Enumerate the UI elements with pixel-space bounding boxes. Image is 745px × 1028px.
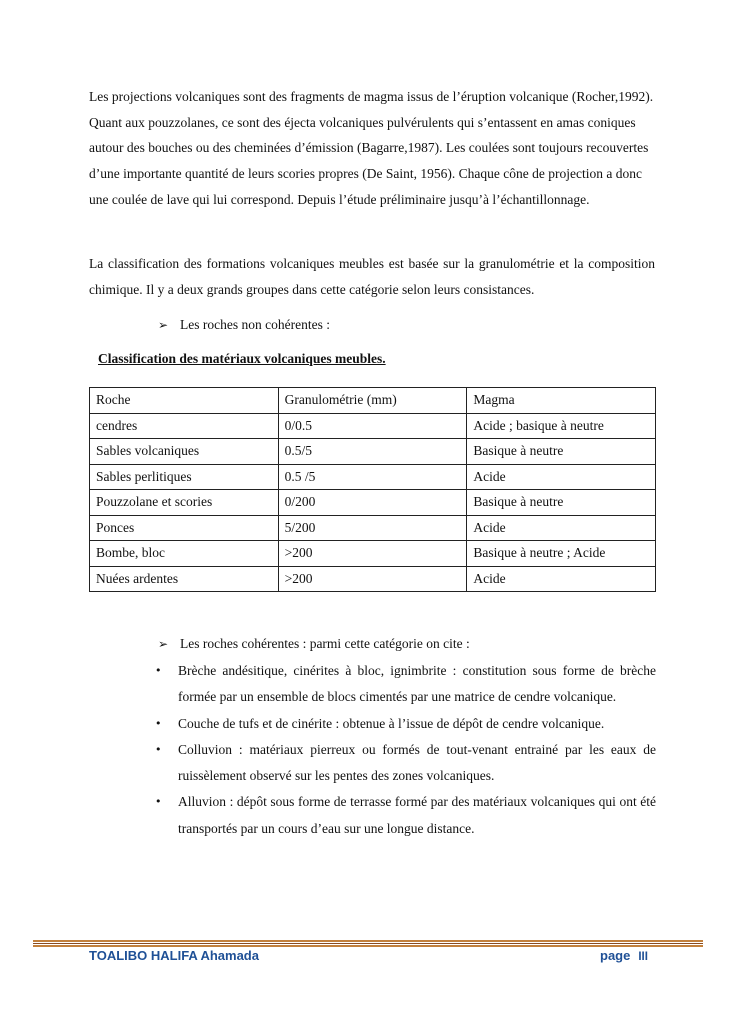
table-cell: 0/200 — [278, 490, 467, 516]
section-coherent-label: Les roches cohérentes : parmi cette catégorie on cite : — [180, 636, 470, 651]
table-cell: Pouzzolane et scories — [90, 490, 279, 516]
classification-paragraph: La classification des formations volcaniques meubles est basée sur la granulométrie et la composition chimique. Il y a deux grands groupes dans cette catégorie selon leurs consistances. — [89, 256, 655, 297]
bullet-dot-icon: • — [155, 664, 162, 677]
footer-page-number — [600, 948, 648, 963]
section-non-coherent — [158, 314, 330, 336]
list-item — [155, 711, 656, 737]
table-row — [90, 490, 656, 516]
table-cell: >200 — [278, 566, 467, 592]
table-header-row — [90, 388, 656, 414]
page-label: page — [600, 948, 631, 963]
table-cell: Basique à neutre ; Acide — [467, 541, 656, 567]
intro-paragraph: Les projections volcaniques sont des fragments de magma issus de l’éruption volcanique (Rocher,1992). Quant aux pouzzolanes, ce sont des éjecta volcaniques pulvérulents qui s’entassent en amas coniques autour des bouches ou des cheminées d’émission (Bagarre,1987). Les coulées sont toujours recouvertes d’une importante quantité de leurs scories propres (De Saint, 1956). Chaque cône de projection a donc une coulée de lave qui lui correspond. Depuis l’étude préliminaire jusqu’à l’échantillonnage. — [89, 89, 654, 207]
coherent-rocks-list — [155, 658, 656, 842]
table-cell: >200 — [278, 541, 467, 567]
table-cell: 5/200 — [278, 515, 467, 541]
table-cell: Sables perlitiques — [90, 464, 279, 490]
table-row — [90, 439, 656, 465]
list-item — [155, 789, 656, 842]
bullet-dot-icon: • — [155, 795, 162, 809]
table-row — [90, 515, 656, 541]
table-cell: cendres — [90, 413, 279, 439]
footer-author: TOALIBO HALIFA Ahamada — [89, 948, 259, 963]
bullet-dot-icon: • — [155, 742, 162, 756]
table-cell: Acide — [467, 515, 656, 541]
table-cell: Basique à neutre — [467, 490, 656, 516]
table-cell: Acide — [467, 464, 656, 490]
header-cell: Roche — [90, 388, 279, 414]
table-cell: Acide — [467, 566, 656, 592]
table-cell: 0.5/5 — [278, 439, 467, 465]
table-row — [90, 464, 656, 490]
table-row — [90, 541, 656, 567]
table-cell: Nuées ardentes — [90, 566, 279, 592]
list-item — [155, 658, 656, 711]
table-cell: Sables volcaniques — [90, 439, 279, 465]
footer-divider — [33, 940, 703, 947]
bullet-dot-icon: • — [155, 716, 162, 730]
table-cell: Acide ; basique à neutre — [467, 413, 656, 439]
list-item — [155, 737, 656, 790]
header-cell: Magma — [467, 388, 656, 414]
list-item-text: Colluvion : matériaux pierreux ou formés de tout-venant entrainé par les eaux de ruissèlement observé sur les pentes des zones volcaniques. — [178, 741, 656, 784]
table-cell: Ponces — [90, 515, 279, 541]
table-row — [90, 413, 656, 439]
section-coherent — [158, 633, 470, 655]
list-item-text: Couche de tufs et de cinérite : obtenue à l’issue de dépôt de cendre volcanique. — [178, 715, 605, 731]
header-cell: Granulométrie (mm) — [278, 388, 467, 414]
section-non-coherent-label: Les roches non cohérentes : — [180, 317, 330, 332]
page-number: III — [638, 951, 648, 963]
list-item-text: Brèche andésitique, cinérites à bloc, ignimbrite : constitution sous forme de brèche formée par un ensemble de blocs cimentés par une matrice de cendre volcanique. — [178, 663, 656, 705]
list-item-text: Alluvion : dépôt sous forme de terrasse formé par des matériaux volcaniques qui ont été transportés par un cours d’eau sur une longue distance. — [178, 794, 656, 836]
table-cell: 0.5 /5 — [278, 464, 467, 490]
table-cell: 0/0.5 — [278, 413, 467, 439]
table-cell: Basique à neutre — [467, 439, 656, 465]
arrow-bullet-icon: ➢ — [158, 637, 169, 651]
table-caption: Classification des matériaux volcaniques meubles. — [98, 351, 386, 366]
table-cell: Bombe, bloc — [90, 541, 279, 567]
table-row — [90, 566, 656, 592]
arrow-bullet-icon: ➢ — [158, 318, 169, 332]
rock-classification-table — [89, 387, 656, 592]
